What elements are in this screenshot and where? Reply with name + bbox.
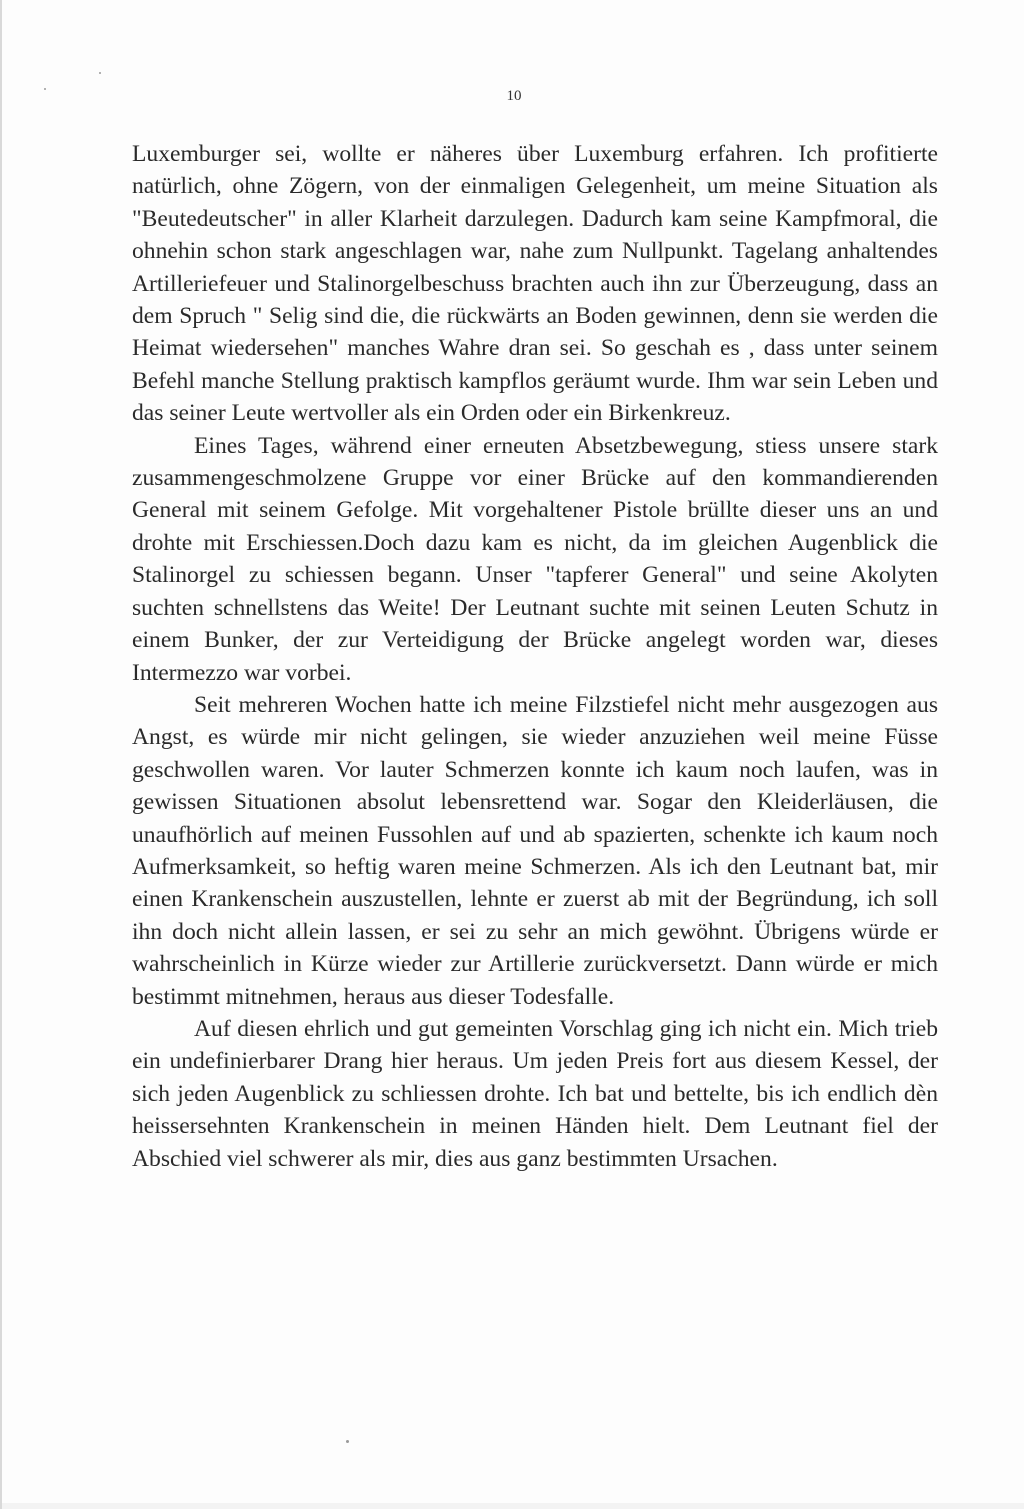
paragraph-4: Auf diesen ehrlich und gut gemeinten Vorschlag ging ich nicht ein. Mich trieb ein undefinierbarer Drang hier heraus. Um jeden Preis fort aus diesem Kessel, der sich jeden Augenblick zu schliessen drohte. Ich bat und bettelte, bis ich endlich dèn heissersehnten Krankenschein in meinen Händen hielt. Dem Leutnant fiel der Abschied viel schwerer als mir, dies aus ganz bestimmten Ursachen. (132, 1015, 938, 1172)
paragraph-2: Eines Tages, während einer erneuten Absetzbewegung, stiess unsere stark zusammengeschmolzene Gruppe vor einer Brücke auf den kommandierenden General mit seinem Gefolge. Mit vorgehaltener Pistole brüllte dieser uns an und drohte mit Erschiessen.Doch dazu kam es nicht, da im gleichen Augenblick die Stalinorgel zu schiessen begann. Unser "tapferer General" und seine Akolyten suchten schnellstens das Weite! Der Leutnant suchte mit seinen Leuten Schutz in einem Bunker, der zur Verteidigung der Brücke angelegt worden war, dieses Intermezzo war vorbei. (132, 432, 938, 686)
scan-speck (346, 1440, 349, 1443)
page-number: 10 (506, 88, 522, 104)
paragraph-3: Seit mehreren Wochen hatte ich meine Filzstiefel nicht mehr ausgezogen aus Angst, es würde mir nicht gelingen, sie wieder anzuziehen weil meine Füsse geschwollen waren. Vor lauter Schmerzen konnte ich kaum noch laufen, was in gewissen Situationen absolut lebensrettend war. Sogar den Kleiderläusen, die unaufhörlich auf meinen Fussohlen auf und ab spazierten, schenkte ich kaum noch Aufmerksamkeit, so heftig waren meine Schmerzen. Als ich den Leutnant bat, mir einen Krankenschein auszustellen, lehnte er zuerst ab mit der Begründung, ich soll ihn doch nicht allein lassen, er sei zu sehr an mich gewöhnt. Übrigens würde er wahrscheinlich in Kürze wieder zur Artillerie zurückversetzt. Dann würde er mich bestimmt mitnehmen, heraus aus dieser Todesfalle. (132, 691, 938, 1010)
scan-bottom-edge (2, 1503, 1024, 1509)
paragraph-1: Luxemburger sei, wollte er näheres über Luxemburg erfahren. Ich profitierte natürlich, ohne Zögern, von der einmaligen Gelegenheit, um meine Situation als "Beutedeutscher" in aller Klarheit darzulegen. Dadurch kam seine Kampfmoral, die ohnehin schon stark angeschlagen war, nahe zum Nullpunkt. Tagelang anhaltendes Artilleriefeuer und Stalinorgelbeschuss brachten auch ihn zur Überzeugung, dass an dem Spruch " Selig sind die, die rückwärts an Boden gewinnen, denn sie werden die Heimat wiedersehen" manches Wahre dran sei. So geschah es , dass unter seinem Befehl manche Stellung praktisch kampflos geräumt wurde. Ihm war sein Leben und das seiner Leute wertvoller als ein Orden oder ein Birkenkreuz. (132, 141, 938, 427)
scan-speck (99, 72, 101, 74)
body-text (132, 138, 938, 1175)
scan-speck (44, 88, 46, 90)
